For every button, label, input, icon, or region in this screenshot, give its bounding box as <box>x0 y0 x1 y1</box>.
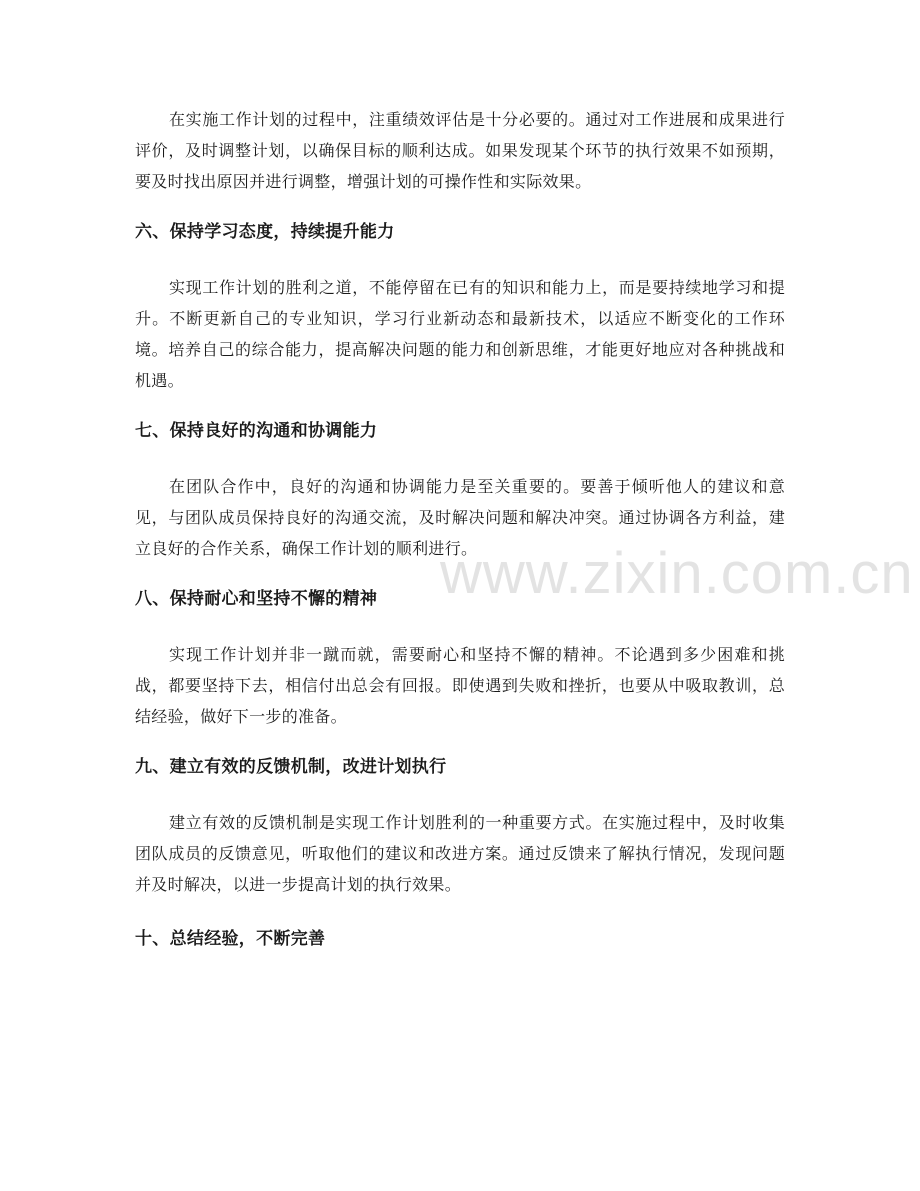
heading-section-7: 七、保持良好的沟通和协调能力 <box>135 421 378 441</box>
heading-section-10: 十、总结经验，不断完善 <box>135 929 326 949</box>
paragraph-performance-evaluation: 在实施工作计划的过程中，注重绩效评估是十分必要的。通过对工作进展和成果进行评价，及时调整计划，以确保目标的顺利达成。如果发现某个环节的执行效果不如预期，要及时找出原因并进行调整，增强计划的可操作性和实际效果。 <box>135 110 785 191</box>
paragraph-section-7: 在团队合作中，良好的沟通和协调能力是至关重要的。要善于倾听他人的建议和意见，与团队成员保持良好的沟通交流，及时解决问题和解决冲突。通过协调各方利益，建立良好的合作关系，确保工作计划的顺利进行。 <box>135 477 785 558</box>
watermark-text: www.zixin.com.cn <box>440 541 914 606</box>
document-body <box>135 104 785 954</box>
heading-section-9: 九、建立有效的反馈机制，改进计划执行 <box>135 757 447 777</box>
heading-section-8: 八、保持耐心和坚持不懈的精神 <box>135 589 378 609</box>
paragraph-section-9: 建立有效的反馈机制是实现工作计划胜利的一种重要方式。在实施过程中，及时收集团队成员的反馈意见，听取他们的建议和改进方案。通过反馈来了解执行情况，发现问题并及时解决，以进一步提高计划的执行效果。 <box>135 813 785 894</box>
heading-section-6: 六、保持学习态度，持续提升能力 <box>135 222 395 242</box>
paragraph-section-6: 实现工作计划的胜利之道，不能停留在已有的知识和能力上，而是要持续地学习和提升。不断更新自己的专业知识，学习行业新动态和最新技术，以适应不断变化的工作环境。培养自己的综合能力，提高解决问题的能力和创新思维，才能更好地应对各种挑战和机遇。 <box>135 278 785 390</box>
paragraph-section-8: 实现工作计划并非一蹴而就，需要耐心和坚持不懈的精神。不论遇到多少困难和挑战，都要坚持下去，相信付出总会有回报。即使遇到失败和挫折，也要从中吸取教训，总结经验，做好下一步的准备。 <box>135 645 785 726</box>
